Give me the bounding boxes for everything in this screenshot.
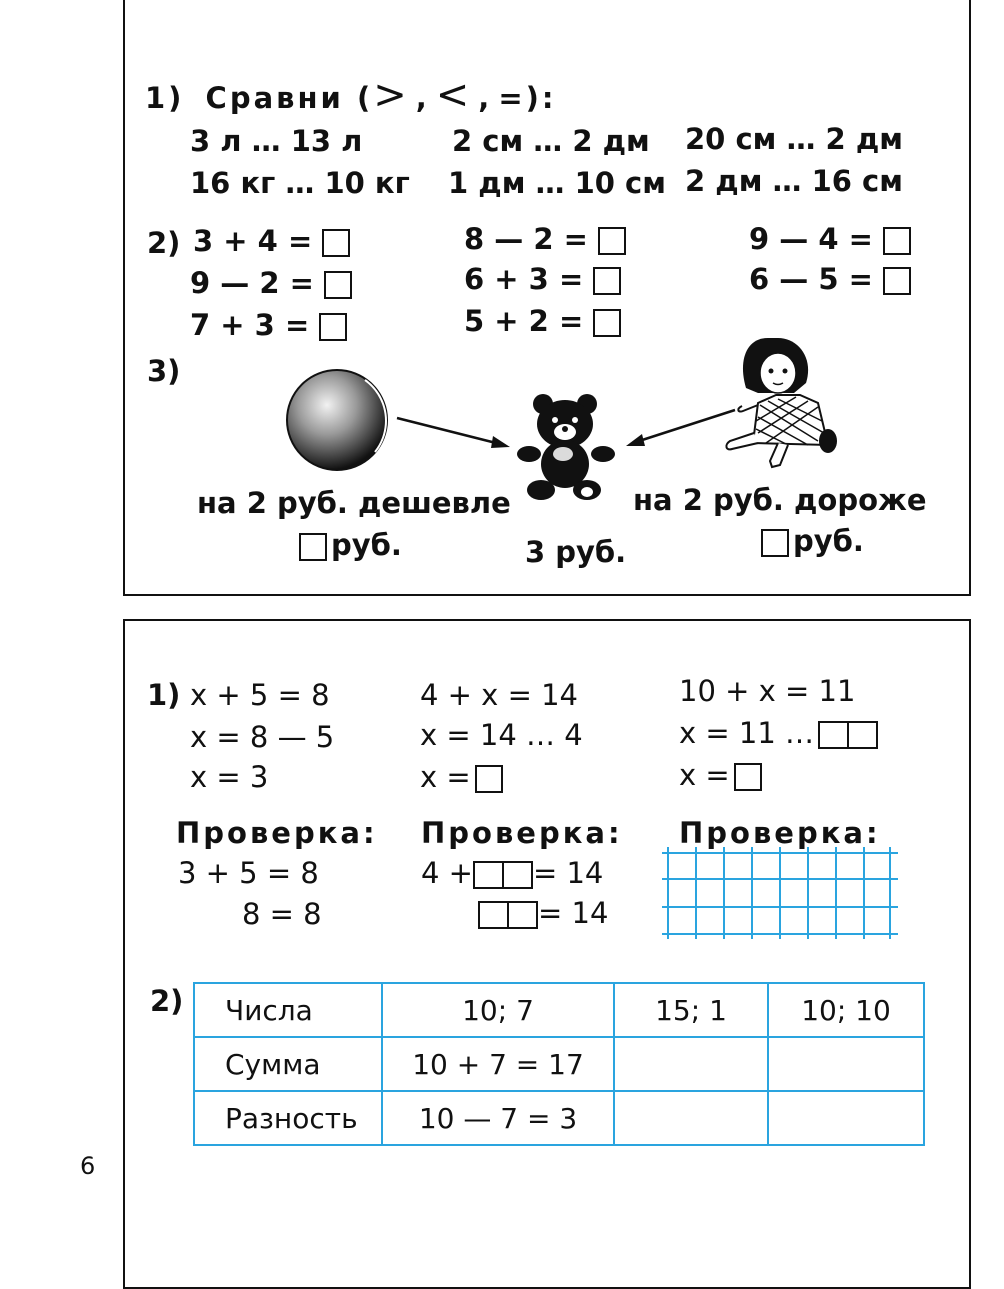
equation: 3 + 4 = xyxy=(193,224,350,258)
equation: x = 14 … 4 xyxy=(420,718,583,752)
equation: x = xyxy=(420,760,503,794)
doll-price-caption: на 2 руб. дороже xyxy=(633,483,927,517)
equation: 9 — 2 = xyxy=(190,266,352,300)
table-cell: Числа xyxy=(194,983,382,1037)
table-answer-cell[interactable] xyxy=(768,1037,924,1091)
table-cell: 10 — 7 = 3 xyxy=(382,1091,614,1145)
ball-illustration xyxy=(283,366,393,476)
arrow-icon xyxy=(395,410,515,450)
table-cell: Разность xyxy=(194,1091,382,1145)
less-symbol: < xyxy=(435,72,473,118)
check-label: Проверка: xyxy=(421,816,623,850)
check-label: Проверка: xyxy=(679,816,881,850)
equation: 8 — 2 = xyxy=(464,222,626,256)
equation: 9 — 4 = xyxy=(749,222,911,256)
table-cell: 10 + 7 = 17 xyxy=(382,1037,614,1091)
compare-item: 3 л … 13 л xyxy=(190,124,363,158)
answer-box[interactable] xyxy=(324,271,352,299)
answer-box[interactable] xyxy=(883,267,911,295)
task-number: 2) xyxy=(150,984,184,1018)
check-equation: 4 + = 14 xyxy=(421,856,604,890)
doll-illustration xyxy=(718,333,843,478)
two-digit-answer-box[interactable] xyxy=(478,901,538,929)
table-cell: 15; 1 xyxy=(614,983,768,1037)
bear-price: 3 руб. xyxy=(525,535,627,569)
compare-item: 1 дм … 10 см xyxy=(448,166,666,200)
answer-box[interactable] xyxy=(322,229,350,257)
answer-box[interactable] xyxy=(593,309,621,337)
answer-box[interactable] xyxy=(593,267,621,295)
two-digit-answer-box[interactable] xyxy=(818,721,878,749)
answer-box[interactable] xyxy=(883,227,911,255)
equation: x = 3 xyxy=(190,760,269,794)
equal-symbol: = xyxy=(498,81,526,115)
doll-price: руб. xyxy=(761,524,864,558)
page-number: 6 xyxy=(80,1152,96,1180)
greater-symbol: > xyxy=(373,72,410,118)
table-row xyxy=(194,983,924,1037)
compare-item: 20 см … 2 дм xyxy=(685,122,903,156)
two-digit-answer-box[interactable] xyxy=(473,861,533,889)
check-label: Проверка: xyxy=(176,816,378,850)
compare-item: 2 см … 2 дм xyxy=(452,124,650,158)
grid-answer-area[interactable] xyxy=(662,847,898,939)
table-cell: 10; 10 xyxy=(768,983,924,1037)
table-cell: 10; 7 xyxy=(382,983,614,1037)
task1-heading: 1) Сравни (> , < , =): xyxy=(145,72,557,118)
ball-price-caption: на 2 руб. дешевле xyxy=(197,486,511,520)
equation: x + 5 = 8 xyxy=(190,678,330,712)
equation: 7 + 3 = xyxy=(190,308,347,342)
task-title: Сравни ( xyxy=(205,81,374,115)
check-equation: 3 + 5 = 8 xyxy=(178,856,319,890)
table-cell: Сумма xyxy=(194,1037,382,1091)
table-row xyxy=(194,1037,924,1091)
equation: 10 + x = 11 xyxy=(679,674,856,708)
task-number: 1) xyxy=(147,678,181,712)
task-number: 2) xyxy=(147,226,181,260)
equation: x = 11 … xyxy=(679,716,878,750)
equation: 4 + x = 14 xyxy=(420,678,578,712)
equation: 6 + 3 = xyxy=(464,262,621,296)
compare-item: 2 дм … 16 см xyxy=(685,164,903,198)
equation: x = 8 — 5 xyxy=(190,720,335,754)
ball-price: руб. xyxy=(299,528,402,562)
table-row xyxy=(194,1091,924,1145)
table-answer-cell[interactable] xyxy=(614,1037,768,1091)
table-answer-cell[interactable] xyxy=(768,1091,924,1145)
answer-box[interactable] xyxy=(299,533,327,561)
check-equation: = 14 xyxy=(478,896,608,930)
answer-box[interactable] xyxy=(598,227,626,255)
compare-item: 16 кг … 10 кг xyxy=(190,166,410,200)
answer-box[interactable] xyxy=(734,763,762,791)
answer-box[interactable] xyxy=(319,313,347,341)
answer-box[interactable] xyxy=(475,765,503,793)
sum-difference-table xyxy=(193,982,925,1146)
table-answer-cell[interactable] xyxy=(614,1091,768,1145)
check-equation: 8 = 8 xyxy=(242,897,322,931)
teddy-bear-illustration xyxy=(515,392,615,504)
equation: 6 — 5 = xyxy=(749,262,911,296)
task-number: 1) xyxy=(145,81,185,115)
answer-box[interactable] xyxy=(761,529,789,557)
equation: x = xyxy=(679,758,762,792)
equation: 5 + 2 = xyxy=(464,304,621,338)
task-number: 3) xyxy=(147,354,181,388)
